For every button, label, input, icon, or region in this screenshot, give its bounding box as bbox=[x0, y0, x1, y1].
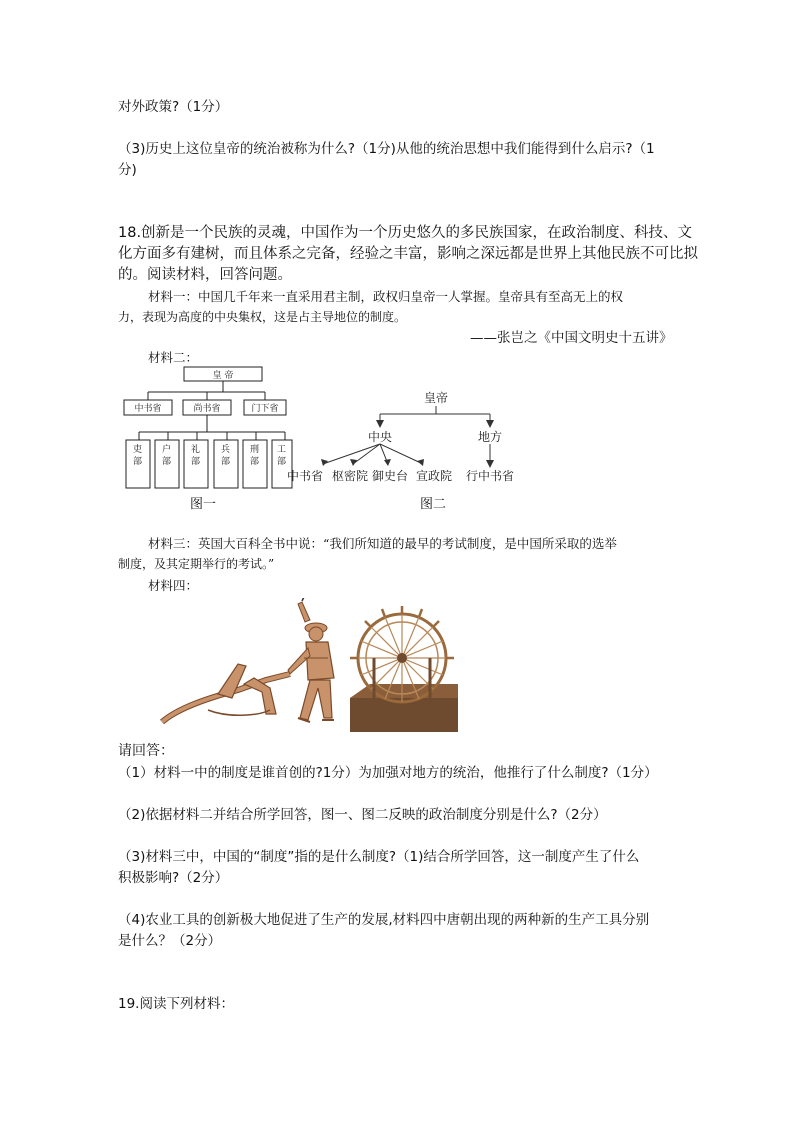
material1-line2: 力，表现为高度的中央集权，这是占主导地位的制度。 bbox=[118, 310, 407, 324]
fig2-tree bbox=[323, 406, 490, 465]
q18-sub3-line2: 积极影响?（2分） bbox=[118, 870, 229, 886]
fig2-emperor: 皇帝 bbox=[423, 391, 449, 405]
q18-sub1: （1）材料一中的制度是谁首创的?1分）为加强对地方的统治，他推行了什么制度?（1分） bbox=[118, 765, 658, 781]
answer-prompt: 请回答： bbox=[118, 743, 174, 759]
fig1-bottom-2: 礼部 bbox=[191, 445, 201, 467]
fig1-mid-0: 中书省 bbox=[134, 404, 162, 414]
material4-label: 材料四： bbox=[148, 578, 199, 593]
fig1-bottom-1: 户部 bbox=[162, 445, 172, 467]
q17-sub3-line2: 分) bbox=[118, 162, 137, 178]
fig1-bottom-3: 兵部 bbox=[221, 445, 231, 467]
fig1-bottom-4: 刑部 bbox=[250, 445, 260, 467]
fig1-mid-2: 门下省 bbox=[251, 404, 279, 414]
q19-intro: 19.阅读下列材料： bbox=[118, 996, 234, 1012]
fig2-arrowheads bbox=[321, 420, 494, 468]
q18-intro-line3: 的。阅读材料，回答问题。 bbox=[118, 267, 292, 283]
material2-diagrams bbox=[118, 362, 536, 518]
q18-sub4-line1: （4)农业工具的创新极大地促进了生产的发展,材料四中唐朝出现的两种新的生产工具分别 bbox=[118, 912, 650, 928]
farmer-illustration bbox=[288, 598, 334, 722]
material3-line2: 制度，及其定期举行的考试。” bbox=[118, 557, 275, 571]
fig2-child-0: 中书省 bbox=[286, 469, 324, 483]
fig1-emperor: 皇 帝 bbox=[212, 371, 234, 381]
q18-sub4-line2: 是什么？（2分） bbox=[118, 933, 222, 949]
fig2-local: 地方 bbox=[477, 430, 503, 444]
fig1-bottom-5: 工部 bbox=[277, 445, 287, 467]
fig1-mid-1: 尚书省 bbox=[193, 404, 221, 414]
material3-line1: 材料三：英国大百科全书中说：“我们所知道的最早的考试制度，是中国所采取的选举 bbox=[148, 536, 617, 551]
fig1-caption: 图一 bbox=[190, 497, 217, 512]
fig2-child-2: 御史台 bbox=[371, 469, 409, 483]
material1-line1: 材料一：中国几千年来一直采用君主制，政权归皇帝一人掌握。皇帝具有至高无上的权 bbox=[148, 289, 624, 304]
material1-source: ——张岂之《中国文明史十五讲》 bbox=[470, 330, 673, 346]
fig2-central: 中央 bbox=[367, 430, 393, 444]
fig2-child-3: 宣政院 bbox=[415, 469, 453, 483]
fig2-caption: 图二 bbox=[420, 497, 447, 512]
fig2-right-child: 行中书省 bbox=[465, 469, 515, 483]
water-wheel-illustration bbox=[350, 606, 458, 732]
q18-intro-line2: 化方面多有建树，而且体系之完备，经验之丰富，影响之深远都是世界上其他民族不可比拟 bbox=[118, 246, 698, 262]
material4-images bbox=[158, 598, 462, 734]
q17-line: 对外政策?（1分） bbox=[118, 99, 229, 115]
q18-sub3-line1: （3)材料三中，中国的“制度”指的是什么制度?（1)结合所学回答，这一制度产生了什么 bbox=[118, 849, 640, 865]
q18-intro-line1: 18.创新是一个民族的灵魂，中国作为一个历史悠久的多民族国家，在政治制度、科技、文 bbox=[118, 225, 693, 241]
q17-sub3-line1: （3)历史上这位皇帝的统治被称为什么?（1分)从他的统治思想中我们能得到什么启示?（1 bbox=[118, 141, 655, 157]
curved-plow-illustration bbox=[162, 664, 290, 722]
q18-sub2: （2)依据材料二并结合所学回答，图一、图二反映的政治制度分别是什么?（2分） bbox=[118, 807, 607, 823]
fig1-bottom-0: 吏部 bbox=[133, 445, 143, 467]
material2-label: 材料二： bbox=[148, 350, 199, 365]
fig2-child-1: 枢密院 bbox=[331, 469, 369, 483]
